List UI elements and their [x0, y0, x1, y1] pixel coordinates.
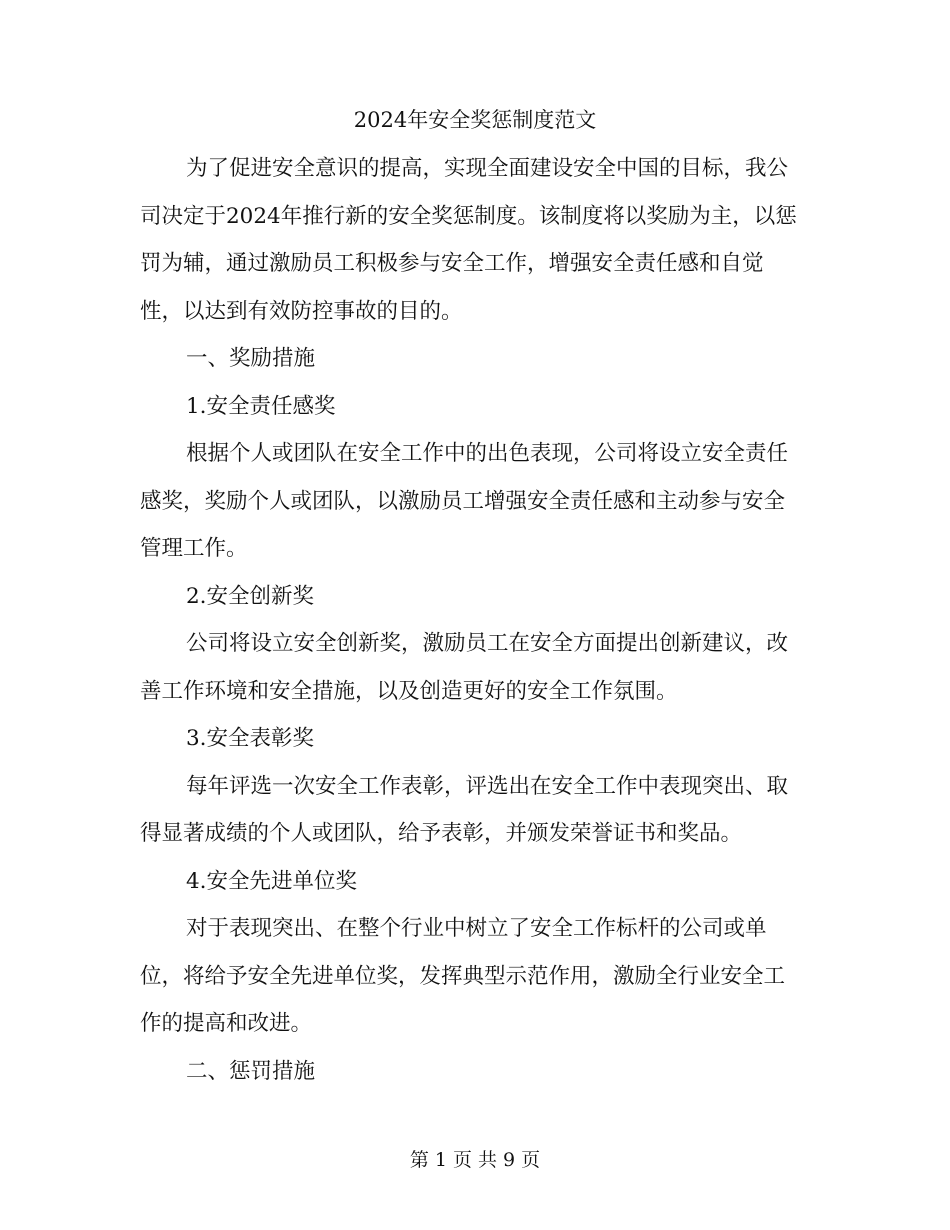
paragraph-advanced-unit-award: 对于表现突出、在整个行业中树立了安全工作标杆的公司或单位，将给予安全先进单位奖，发挥典型示范作用，激励全行业安全工作的提高和改进。	[140, 916, 786, 1036]
page-footer: 第 1 页 共 9 页	[409, 1149, 541, 1171]
subheading-advanced-unit-award: 4.安全先进单位奖	[186, 868, 358, 894]
paragraph-innovation-award: 公司将设立安全创新奖，激励员工在安全方面提出创新建议，改善工作环境和安全措施，以及创造更好的安全工作氛围。	[140, 631, 789, 704]
subheading-commendation-award: 3.安全表彰奖	[186, 726, 315, 751]
subheading-innovation-award: 2.安全创新奖	[186, 583, 315, 609]
paragraph-intro: 为了促进安全意识的提高，实现全面建设安全中国的目标，我公司决定于2024年推行新的安全奖惩制度。该制度将以奖励为主，以惩罚为辅，通过激励员工积极参与安全工作，增强安全责任感和自觉性，以达到有效防控事故的目的。	[140, 156, 797, 324]
subheading-responsibility-award: 1.安全责任感奖	[186, 393, 336, 419]
paragraph-commendation-award: 每年评选一次安全工作表彰，评选出在安全工作中表现突出、取得显著成绩的个人或团队，给予表彰，并颁发荣誉证书和奖品。	[140, 773, 789, 846]
paragraph-responsibility-award: 根据个人或团队在安全工作中的出色表现，公司将设立安全责任感奖，奖励个人或团队，以激励员工增强安全责任感和主动参与安全管理工作。	[140, 441, 789, 561]
document-title: 2024年安全奖惩制度范文	[353, 108, 597, 132]
section-heading-penalties: 二、惩罚措施	[186, 1058, 316, 1084]
section-heading-rewards: 一、奖励措施	[186, 346, 316, 371]
document-body	[140, 145, 805, 1095]
